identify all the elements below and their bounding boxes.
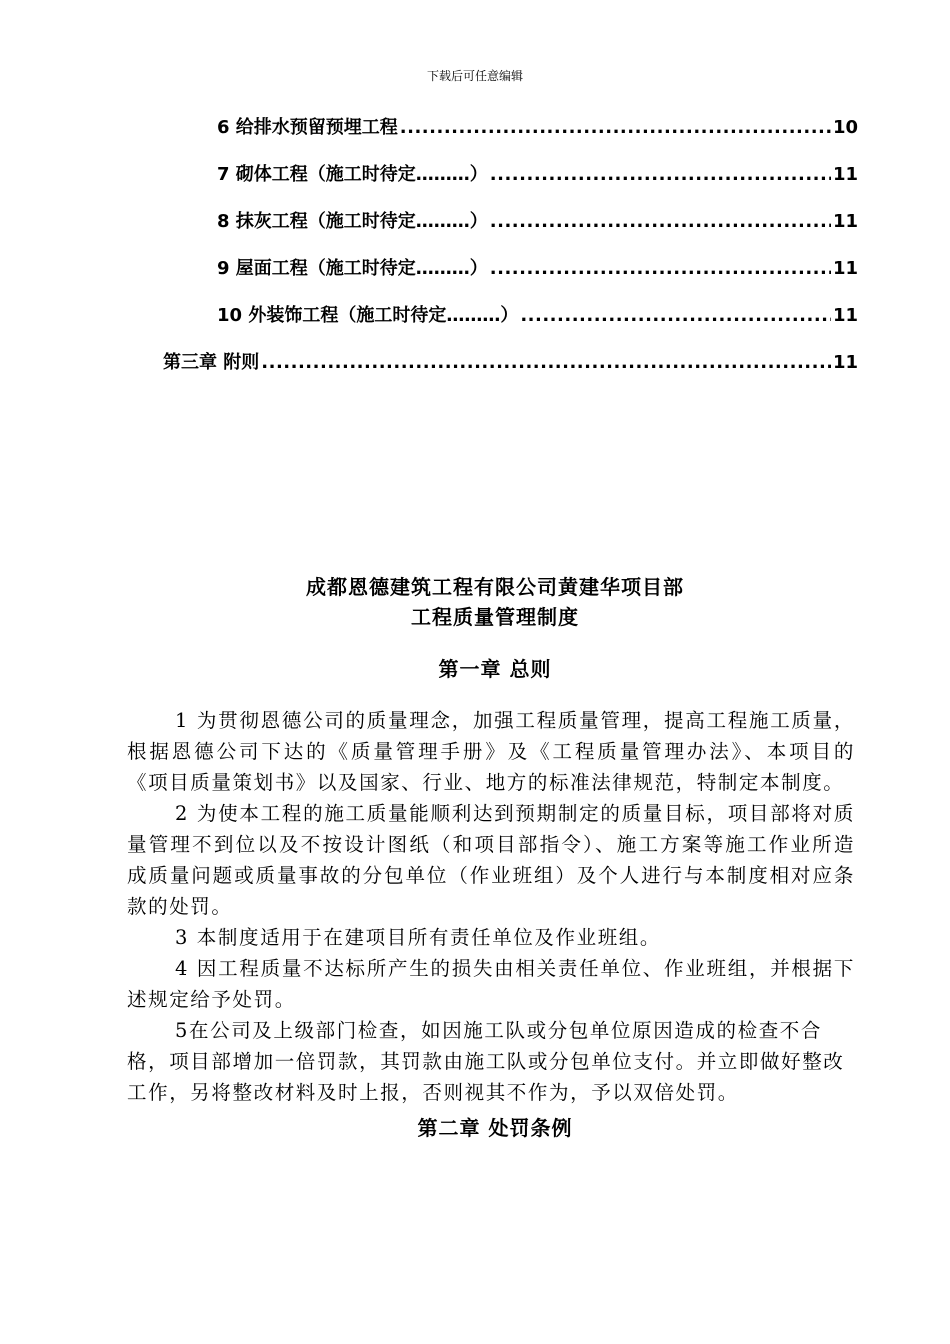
toc-entry-title: 10 外装饰工程（施工时待定………） [217,305,519,326]
toc-leader-dots [261,351,831,375]
chapter-heading: 第二章 处罚条例 [417,1116,573,1140]
document-title: 成都恩德建筑工程有限公司黄建华项目部 [306,575,684,599]
toc-entry-page: 11 [832,352,858,373]
toc-entry[interactable] [217,159,858,187]
toc-entry[interactable] [217,206,858,234]
paragraph: 5在公司及上级部门检查，如因施工队或分包单位原因造成的检查不合格，项目部增加一倍罚款，其罚款由施工队或分包单位支付。并立即做好整改工作，另将整改材料及时上报，否则视其不作为，予以双倍处罚。 [127,1019,845,1104]
toc-entry-page: 11 [832,164,858,185]
toc-leader-dots [490,210,831,234]
toc-entry-title: 9 屋面工程（施工时待定………） [217,258,488,279]
toc-entry-page: 11 [832,305,858,326]
toc-entry-title: 第三章 附则 [163,352,260,373]
toc-entry[interactable] [163,347,858,375]
toc-entry-title: 8 抹灰工程（施工时待定………） [217,211,488,232]
body-text [127,705,855,1108]
page-header: 下载后可任意编辑 [426,69,523,83]
toc-leader-dots [520,304,831,328]
paragraph: 3 本制度适用于在建项目所有责任单位及作业班组。 [175,926,662,949]
toc-entry-page: 10 [832,117,858,138]
toc-leader-dots [400,116,831,140]
paragraph: 2 为使本工程的施工质量能顺利达到预期制定的质量目标，项目部将对质量管理不到位以及不按设计图纸（和项目部指令）、施工方案等施工作业所造成质量问题或质量事故的分包单位（作业班组）及个人进行与本制度相对应条款的处罚。 [127,802,855,918]
toc-entry-title: 7 砌体工程（施工时待定………） [217,164,488,185]
toc-entry-title: 6 给排水预留预埋工程 [217,117,398,138]
toc-leader-dots [490,257,831,281]
toc-entry[interactable] [217,300,858,328]
toc-entry-page: 11 [832,258,858,279]
document-subtitle: 工程质量管理制度 [411,605,579,629]
chapter-heading: 第一章 总则 [438,657,552,681]
toc-leader-dots [490,163,831,187]
toc-entry-page: 11 [832,211,858,232]
toc-entry[interactable] [217,253,858,281]
paragraph: 4 因工程质量不达标所产生的损失由相关责任单位、作业班组，并根据下述规定给予处罚。 [127,957,855,1011]
paragraph: 1 为贯彻恩德公司的质量理念，加强工程质量管理，提高工程施工质量，根据恩德公司下达的《质量管理手册》及《工程质量管理办法》、本项目的《项目质量策划书》以及国家、行业、地方的标准法律规范，特制定本制度。 [127,709,855,794]
toc-entry[interactable] [217,112,858,140]
